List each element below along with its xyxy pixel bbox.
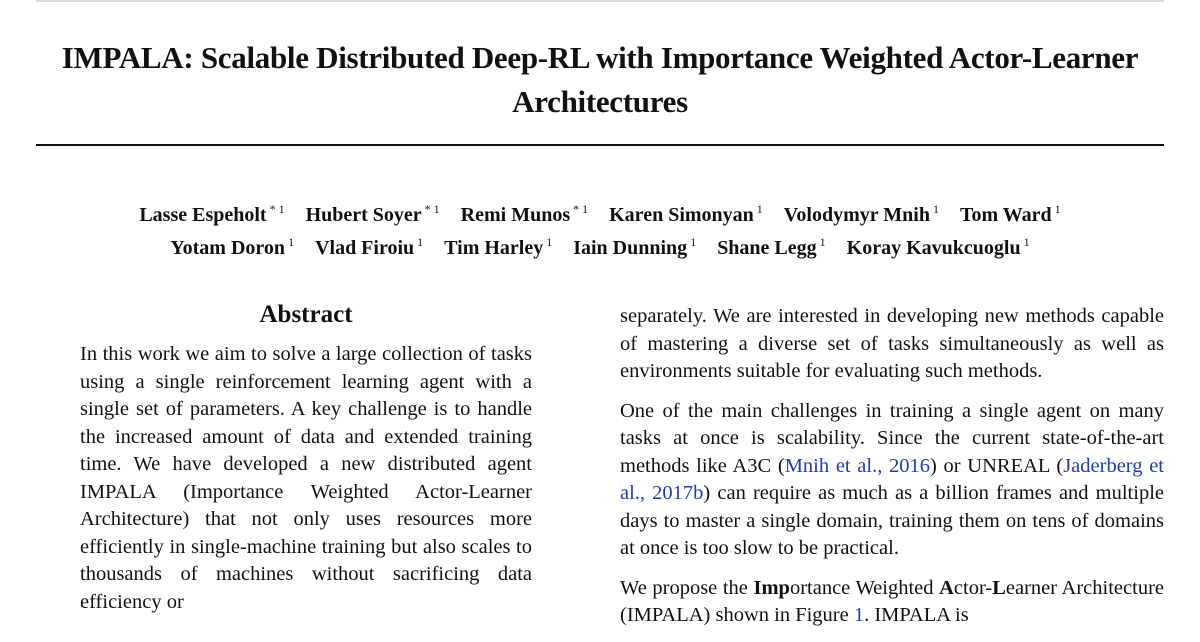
left-column xyxy=(80,300,532,628)
author-affiliation: 1 xyxy=(1023,235,1030,249)
author-line-1 xyxy=(36,196,1164,229)
top-rule xyxy=(36,0,1164,2)
author-name-text: Koray Kavukcuoglu xyxy=(846,237,1021,259)
author-name xyxy=(306,204,440,226)
author-affiliation: * 1 xyxy=(424,202,440,216)
paper-title: IMPALA: Scalable Distributed Deep-RL with Importance Weighted Actor-Learner Architectures xyxy=(61,40,1139,119)
title-rule xyxy=(36,144,1164,146)
author-name xyxy=(960,204,1061,226)
author-name-text: Iain Dunning xyxy=(573,237,688,259)
intro-paragraph-1: separately. We are interested in developing new methods capable of mastering a diverse set of tasks simultaneously as well as environments suitable for evaluating such methods. xyxy=(620,305,1164,382)
text-span: earner Architecture (IMPALA) shown in Figure xyxy=(620,576,1164,626)
author-line-2 xyxy=(36,229,1164,262)
author-name-text: Tom Ward xyxy=(959,204,1052,226)
author-name-text: Shane Legg xyxy=(717,237,817,259)
author-affiliation: 1 xyxy=(546,235,553,249)
abstract-paragraph: In this work we aim to solve a large collection of tasks using a single reinforcement learning agent with a single set of parameters. A key challenge is to handle the increased amount of data and extended training time. We have developed a new distributed agent IMPALA (Importance Weighted Actor-Learner Architecture) that not only uses resources more efficiently in single-machine training but also scales to thousands of machines without sacrificing data efficiency or xyxy=(80,343,532,613)
author-name xyxy=(461,204,588,226)
author-affiliation: * 1 xyxy=(573,202,589,216)
abstract-heading: Abstract xyxy=(259,301,353,328)
text-span: ctor- xyxy=(953,576,993,599)
right-column xyxy=(620,303,1164,642)
intro-paragraph-3 xyxy=(620,575,1164,630)
author-affiliation: 1 xyxy=(1054,202,1061,216)
author-affiliation: 1 xyxy=(417,235,424,249)
author-name xyxy=(444,237,552,259)
citation-link[interactable]: Mnih et al., 2016 xyxy=(784,454,931,477)
author-name-text: Vlad Firoiu xyxy=(315,237,415,259)
author-name-text: Karen Simonyan xyxy=(609,204,754,226)
bold-span: A xyxy=(939,576,954,599)
bold-span: L xyxy=(992,576,1006,599)
text-span: ortance Weighted xyxy=(789,576,940,599)
author-name-text: Lasse Espeholt xyxy=(139,204,267,226)
author-affiliation: 1 xyxy=(690,235,697,249)
intro-paragraph-2 xyxy=(620,398,1164,563)
text-span: We propose the xyxy=(620,576,754,599)
bold-span: Imp xyxy=(753,576,790,599)
text-span: ) or UNREAL ( xyxy=(930,454,1064,477)
author-name xyxy=(717,237,825,259)
text-span: . IMPALA is xyxy=(864,604,969,626)
author-name xyxy=(139,204,284,226)
author-name xyxy=(573,237,696,259)
citation-link[interactable]: Jaderberg et al., 2017b xyxy=(620,454,1164,504)
author-name-text: Yotam Doron xyxy=(170,237,286,259)
author-name xyxy=(847,237,1030,259)
author-name-text: Remi Munos xyxy=(460,204,571,226)
author-affiliation: 1 xyxy=(756,202,763,216)
author-list xyxy=(36,196,1164,262)
author-name xyxy=(170,237,294,259)
author-name xyxy=(609,204,763,226)
text-span: One of the main challenges in training a single agent on many tasks at once is scalability. Since the current state-of-the-art methods like A3C ( xyxy=(620,399,1164,477)
author-affiliation: 1 xyxy=(288,235,295,249)
author-name xyxy=(315,237,423,259)
author-name-text: Hubert Soyer xyxy=(305,204,422,226)
author-name-text: Volodymyr Mnih xyxy=(783,204,930,226)
text-span: ) can require as much as a billion frames and multiple days to master a single domain, training them on tens of domains at once is too slow to be practical. xyxy=(620,482,1164,559)
author-affiliation: 1 xyxy=(932,202,939,216)
author-name-text: Tim Harley xyxy=(444,237,544,259)
author-name xyxy=(784,204,939,226)
figure-link[interactable]: 1 xyxy=(853,604,865,626)
author-affiliation: * 1 xyxy=(269,202,285,216)
author-affiliation: 1 xyxy=(819,235,826,249)
